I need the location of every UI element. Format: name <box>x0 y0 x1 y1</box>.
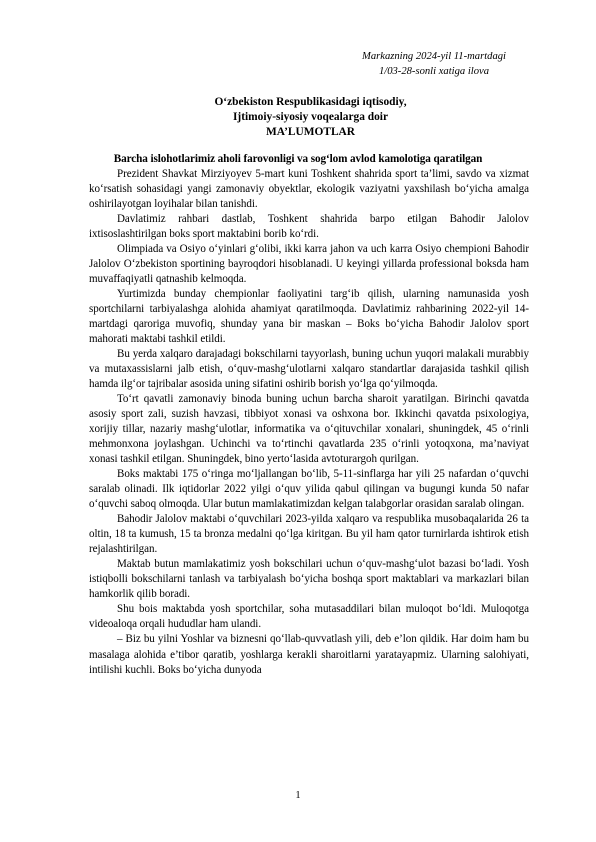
paragraph: Bu yerda xalqaro darajadagi bokschilarni tayyorlash, buning uchun yuqori malakali murabbiy va mutaxassislarni jalb etish, o‘quv-mashg‘ulotlarni xalqaro standartlar darajasida tashkil qilish hamda ilg‘or tajribalar asosida uning sifatini oshirib borish yo‘lga qo‘yilmoqda. <box>89 348 529 391</box>
document-heading <box>0 95 596 140</box>
heading-line-3: MA’LUMOTLAR <box>265 126 355 138</box>
heading-line-2: Ijtimoiy-siyosiy voqealarga doir <box>232 111 389 123</box>
paragraph: To‘rt qavatli zamonaviy binoda buning uchun barcha sharoit yaratilgan. Birinchi qavatda asosiy sport zali, suzish havzasi, tibbiyot xonasi va oshxona bor. Ikkinchi qavatda psixologiya, xorijiy tillar, nazariy mashg‘ulotlar, informatika va o‘qituvchilar xonalari, shuningdek, 45 o‘rinli mehmonxona joylashgan. Uchinchi va to‘rtinchi qavatlarda 235 o‘rinli yotoqxona, ma’naviyat xonasi tashkil etilgan. Shuningdek, bino yerto‘lasida avtoturargoh qurilgan. <box>89 393 529 466</box>
paragraph: – Biz bu yilni Yoshlar va biznesni qo‘llab-quvvatlash yili, deb e’lon qildik. Har doim ham bu masalaga alohida e’tibor qaratib, yoshlarga kerakli sharoitlarni yaratayapmiz. Ularning salohiyati, intilishi kuchli. Boks bo‘yicha dunyoda <box>89 633 529 676</box>
paragraph: Shu bois maktabda yosh sportchilar, soha mutasaddilari bilan muloqot bo‘ldi. Muloqotga videoaloqa orqali hududlar ham ulandi. <box>89 603 529 631</box>
paragraph: Bahodir Jalolov maktabi o‘quvchilari 2023-yilda xalqaro va respublika musobaqalarida 26 ta oltin, 18 ta kumush, 15 ta bronza medalni qo‘lga kiritgan. Bu yil ham qator turnirlarda ishtirok etish rejalashtirilgan. <box>89 513 529 556</box>
annex-line-2: 1/03-28-sonli xatiga ilova <box>378 66 490 77</box>
document-subtitle: Barcha islohotlarimiz aholi farovonligi va sog‘lom avlod kamolotiga qaratilgan <box>113 153 483 165</box>
annex-note <box>334 49 534 79</box>
paragraph: Prezident Shavkat Mirziyoyev 5-mart kuni Toshkent shahrida sport ta’limi, savdo va xizmat ko‘rsatish sohasidagi yangi zamonaviy obyektlar, ekologik vaziyatni yaxshilash bo‘yicha amalga oshirilayotgan loyihalar bilan tanishdi. <box>89 168 529 211</box>
page-number: 1 <box>295 790 301 801</box>
paragraph: Olimpiada va Osiyo o‘yinlari g‘olibi, ikki karra jahon va uch karra Osiyo chempioni Bahodir Jalolov O‘zbekiston sportining bayroqdori hisoblanadi. U keyingi yillarda professional boksda ham muvaffaqiyatli qatnashib kelmoqda. <box>89 243 529 286</box>
document-body <box>89 167 529 678</box>
annex-line-1: Markazning 2024-yil 11-martdagi <box>362 51 506 62</box>
paragraph: Maktab butun mamlakatimiz yosh bokschilari uchun o‘quv-mashg‘ulot bazasi bo‘ladi. Yosh istiqbolli bokschilarni tanlash va tarbiyalash bo‘yicha boshqa sport maktablari va markazlari bilan hamkorlik qilib boradi. <box>89 558 529 601</box>
paragraph: Boks maktabi 175 o‘ringa mo‘ljallangan bo‘lib, 5-11-sinflarga har yili 25 nafardan o‘quvchi saralab olinadi. Ilk iqtidorlar 2022 yilgi o‘quv yilida qabul qilingan va bugungi kunda 50 nafar o‘quvchi saboq olmoqda. Ular butun mamlakatimizdan kelgan talabgorlar orasidan saralab olingan. <box>89 468 529 511</box>
heading-line-1: O‘zbekiston Respublikasidagi iqtisodiy, <box>214 96 407 108</box>
paragraph: Davlatimiz rahbari dastlab, Toshkent shahrida barpo etilgan Bahodir Jalolov ixtisoslashtirilgan boks sport maktabini borib ko‘rdi. <box>89 213 529 241</box>
paragraph: Yurtimizda bunday chempionlar faoliyatini targ‘ib qilish, ularning namunasida yosh sportchilarni tarbiyalashga alohida ahamiyat qaratilmoqda. Davlatimiz rahbarining 2022-yil 14-martdagi qaroriga muvofiq, shunday yana bir maskan – Boks bo‘yicha Bahodir Jalolov sport mahorati maktabi tashkil etildi. <box>89 288 529 346</box>
